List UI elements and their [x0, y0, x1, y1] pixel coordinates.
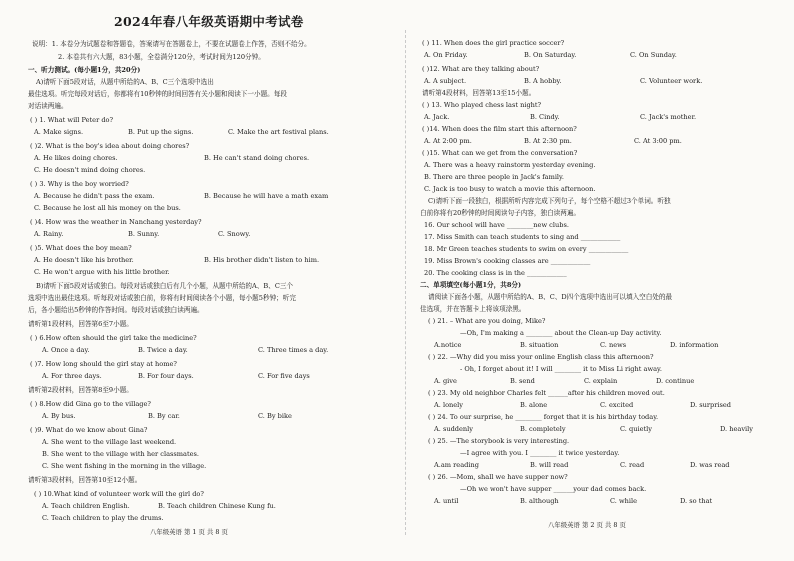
left-text-line: B. He can't stand doing chores. — [204, 154, 310, 162]
left-text-line: ( )2. What is the boy's idea about doing chores? — [30, 142, 190, 150]
right-text-line: D. was read — [690, 461, 730, 469]
left-text-line: C. By bike — [258, 412, 292, 420]
left-text-line: B)请听下面5段对话或独白。每段对话或独白后有几个小题，从题中所给的A、B、C三个 — [36, 282, 294, 290]
right-text-line: 白前你将有20秒钟的时间阅读句子内容，独白读两遍。 — [420, 209, 581, 217]
right-text-line: A. until — [434, 497, 459, 505]
right-text-line: C. excited — [600, 401, 634, 409]
right-text-line: D. continue — [656, 377, 695, 385]
right-text-line: D. information — [670, 341, 719, 349]
right-text-line: ( ) 25. —The storybook is very interesting. — [428, 437, 570, 445]
right-text-line: A. Jack. — [424, 113, 450, 121]
left-text-line: B. By car. — [148, 412, 180, 420]
left-text-line: ( ) 3. Why is the boy worried? — [30, 180, 129, 188]
left-text-line: B. His brother didn't listen to him. — [204, 256, 320, 264]
left-text-line: ( ) 6.How often should the girl take the medicine? — [30, 334, 197, 342]
left-text-line: A)请听下面5段对话，从题中所给的A、B、C三个选项中选出 — [36, 78, 214, 86]
right-text-line: B. On Saturday. — [524, 51, 577, 59]
instructions-line-2: 2. 本卷共有六大题，83小题，全卷满分120分，考试时间为120分钟。 — [58, 53, 265, 61]
right-text-line: —Oh, I'm making a ________ about the Clean-up Day activity. — [460, 329, 662, 337]
right-text-line: B. although — [520, 497, 559, 505]
right-text-line: 二、单项填空(每小题1分，共8分) — [420, 281, 522, 289]
left-text-line: A. For three days. — [42, 372, 102, 380]
right-text-line: A. On Friday. — [424, 51, 468, 59]
left-text-line: A. He likes doing chores. — [34, 154, 118, 162]
left-text-line: ( )9. What do we know about Gina? — [30, 426, 148, 434]
left-text-line: C. Snowy. — [218, 230, 251, 238]
right-text-line: C. read — [620, 461, 645, 469]
left-text-line: B. Sunny. — [128, 230, 160, 238]
left-text-line: C. For five days — [258, 372, 310, 380]
left-text-line: ( )4. How was the weather in Nanchang yesterday? — [30, 218, 202, 226]
right-text-line: C. quietly — [620, 425, 652, 433]
left-text-line: A. Teach children English. — [42, 502, 130, 510]
right-text-line: 16. Our school will have ________new clubs. — [424, 221, 569, 229]
left-text-line: 最佳选项。听完每段对话后，你都将有10秒钟的时间回答有关小题和阅读下一小题。每段 — [28, 90, 287, 98]
left-text-line: ( ) 8.How did Gina go to the village? — [30, 400, 151, 408]
right-text-line: ( )14. When does the film start this afternoon? — [422, 125, 577, 133]
left-text-line: C. He doesn't mind doing chores. — [34, 166, 146, 174]
right-text-line: C. On Sunday. — [630, 51, 677, 59]
right-text-line: ( ) 13. Who played chess last night? — [422, 101, 542, 109]
right-text-line: 请听第4段材料，回答第13至15小题。 — [422, 89, 536, 97]
right-text-line: D. heavily — [720, 425, 753, 433]
right-text-line: C)请听下面一段独白，根据所听内容完成下列句子，每个空格不超过3个单词。听独 — [428, 197, 671, 205]
right-text-line: A.am reading — [434, 461, 479, 469]
right-text-line: ( ) 23. My old neighbor Charles felt ______after his children moved out. — [428, 389, 665, 397]
left-text-line: C. Three times a day. — [258, 346, 329, 354]
right-text-line: D. so that — [680, 497, 713, 505]
right-text-line: C. Jack is too busy to watch a movie this afternoon. — [424, 185, 596, 193]
instructions-line-1: 说明：1. 本卷分为试题卷和答题卷，答案请写在答题卷上，不要在试题卷上作答，否则不给分。 — [32, 40, 311, 48]
left-text-line: 请听第1段材料，回答第6至7小题。 — [28, 320, 133, 328]
left-text-line: C. Teach children to play the drums. — [42, 514, 164, 522]
right-text-line: 佳选项，并在答题卡上将该项涂黑。 — [420, 305, 526, 313]
right-text-line: B. send — [510, 377, 535, 385]
right-text-line: C. Jack's mother. — [640, 113, 697, 121]
left-text-line: ( ) 10.What kind of volunteer work will the girl do? — [34, 490, 204, 498]
left-text-line: C. Because he lost all his money on the bus. — [34, 204, 181, 212]
right-text-line: D. surprised — [690, 401, 732, 409]
right-text-line: B. alone — [520, 401, 548, 409]
left-text-line: A. She went to the village last weekend. — [42, 438, 177, 446]
left-text-line: A. Make signs. — [34, 128, 84, 136]
right-text-line: ( ) 21. – What are you doing, Mike? — [428, 317, 546, 325]
left-text-line: B. Because he will have a math exam — [204, 192, 329, 200]
left-text-line: A. Rainy. — [34, 230, 64, 238]
right-text-line: C. At 3:00 pm. — [634, 137, 682, 145]
right-text-line: C. explain — [584, 377, 618, 385]
right-text-line: B. There are three people in Jack's family. — [424, 173, 564, 181]
left-text-line: B. For four days. — [138, 372, 194, 380]
right-text-line: A. A subject. — [424, 77, 467, 85]
right-text-line: A. lonely — [434, 401, 464, 409]
left-text-line: ( )5. What does the boy mean? — [30, 244, 132, 252]
right-text-line: 请阅读下面各小题，从题中所给的A、B、C、D四个选项中选出可以填入空白处的最 — [428, 293, 673, 301]
right-text-line: B. A hobby. — [524, 77, 562, 85]
left-text-line: B. Twice a day. — [138, 346, 188, 354]
left-text-line: 选项中选出最佳选项。听每段对话或独白前，你将有时间阅读各个小题，每小题5秒钟；听完 — [28, 294, 296, 302]
left-text-line: ( )7. How long should the girl stay at home? — [30, 360, 177, 368]
right-text-line: A. At 2:00 pm. — [424, 137, 472, 145]
right-text-line: 17. Miss Smith can teach students to sing and ____________ — [424, 233, 621, 241]
left-text-line: B. She went to the village with her classmates. — [42, 450, 200, 458]
left-text-line: ( ) 1. What will Peter do? — [30, 116, 114, 124]
right-text-line: 18. Mr Green teaches students to swim on every ____________ — [424, 245, 629, 253]
left-text-line: 请听第2段材料，回答第8至9小题。 — [28, 386, 133, 394]
right-text-line: 20. The cooking class is in the ____________ — [424, 269, 567, 277]
right-text-line: B. situation — [520, 341, 559, 349]
right-text-line: ( ) 24. To our surprise, he ________ forget that it is his birthday today. — [428, 413, 659, 421]
right-text-line: A. suddenly — [434, 425, 474, 433]
right-text-line: B. Cindy. — [530, 113, 560, 121]
right-text-line: C. Volunteer work. — [640, 77, 703, 85]
right-text-line: ( )15. What can we get from the conversation? — [422, 149, 578, 157]
right-text-line: 19. Miss Brown's cooking classes are ____________ — [424, 257, 591, 265]
right-text-line: B. completely — [520, 425, 566, 433]
left-text-line: B. Teach children Chinese Kung fu. — [158, 502, 276, 510]
right-text-line: A. There was a heavy rainstorm yesterday evening. — [424, 161, 596, 169]
right-text-line: ( ) 26. —Mom, shall we have supper now? — [428, 473, 568, 481]
left-text-line: C. He won't argue with his little brother. — [34, 268, 170, 276]
right-text-line: —Oh we won't have supper ______your dad comes back. — [460, 485, 647, 493]
left-text-line: C. She went fishing in the morning in the village. — [42, 462, 207, 470]
right-text-line: - Oh, I forget about it! I will ________ it to Miss Li right away. — [460, 365, 662, 373]
right-text-line: ( ) 11. When does the girl practice soccer? — [422, 39, 565, 47]
right-text-line: B. will read — [530, 461, 569, 469]
right-text-line: C. news — [600, 341, 627, 349]
left-text-line: 一、听力测试。(每小题1分，共20分) — [28, 66, 141, 74]
left-text-line: A. He doesn't like his brother. — [34, 256, 134, 264]
left-text-line: A. By bus. — [42, 412, 76, 420]
left-text-line: B. Put up the signs. — [128, 128, 194, 136]
left-text-line: A. Because he didn't pass the exam. — [34, 192, 155, 200]
column-divider — [405, 30, 406, 535]
right-text-line: A.notice — [434, 341, 462, 349]
right-text-line: ( )12. What are they talking about? — [422, 65, 540, 73]
left-text-line: 请听第3段材料，回答第10至12小题。 — [28, 476, 142, 484]
right-text-line: B. At 2:30 pm. — [524, 137, 572, 145]
right-text-line: —I agree with you. I ________ it twice yesterday. — [460, 449, 620, 457]
left-text-line: C. Make the art festival plans. — [228, 128, 329, 136]
right-text-line: ( ) 22. —Why did you miss your online English class this afternoon? — [428, 353, 654, 361]
left-text-line: A. Once a day. — [42, 346, 90, 354]
page-footer-right: 八年级英语 第 2 页 共 8 页 — [548, 521, 626, 529]
right-text-line: C. while — [610, 497, 638, 505]
page-title: 2024年春八年级英语期中考试卷 — [114, 14, 304, 29]
right-text-line: A. give — [434, 377, 457, 385]
left-text-line: 对话读两遍。 — [28, 102, 68, 110]
page-footer-left: 八年级英语 第 1 页 共 8 页 — [150, 528, 228, 536]
left-text-line: 后，各小题给出5秒钟的作答时间。每段对话或独白读两遍。 — [28, 306, 204, 314]
